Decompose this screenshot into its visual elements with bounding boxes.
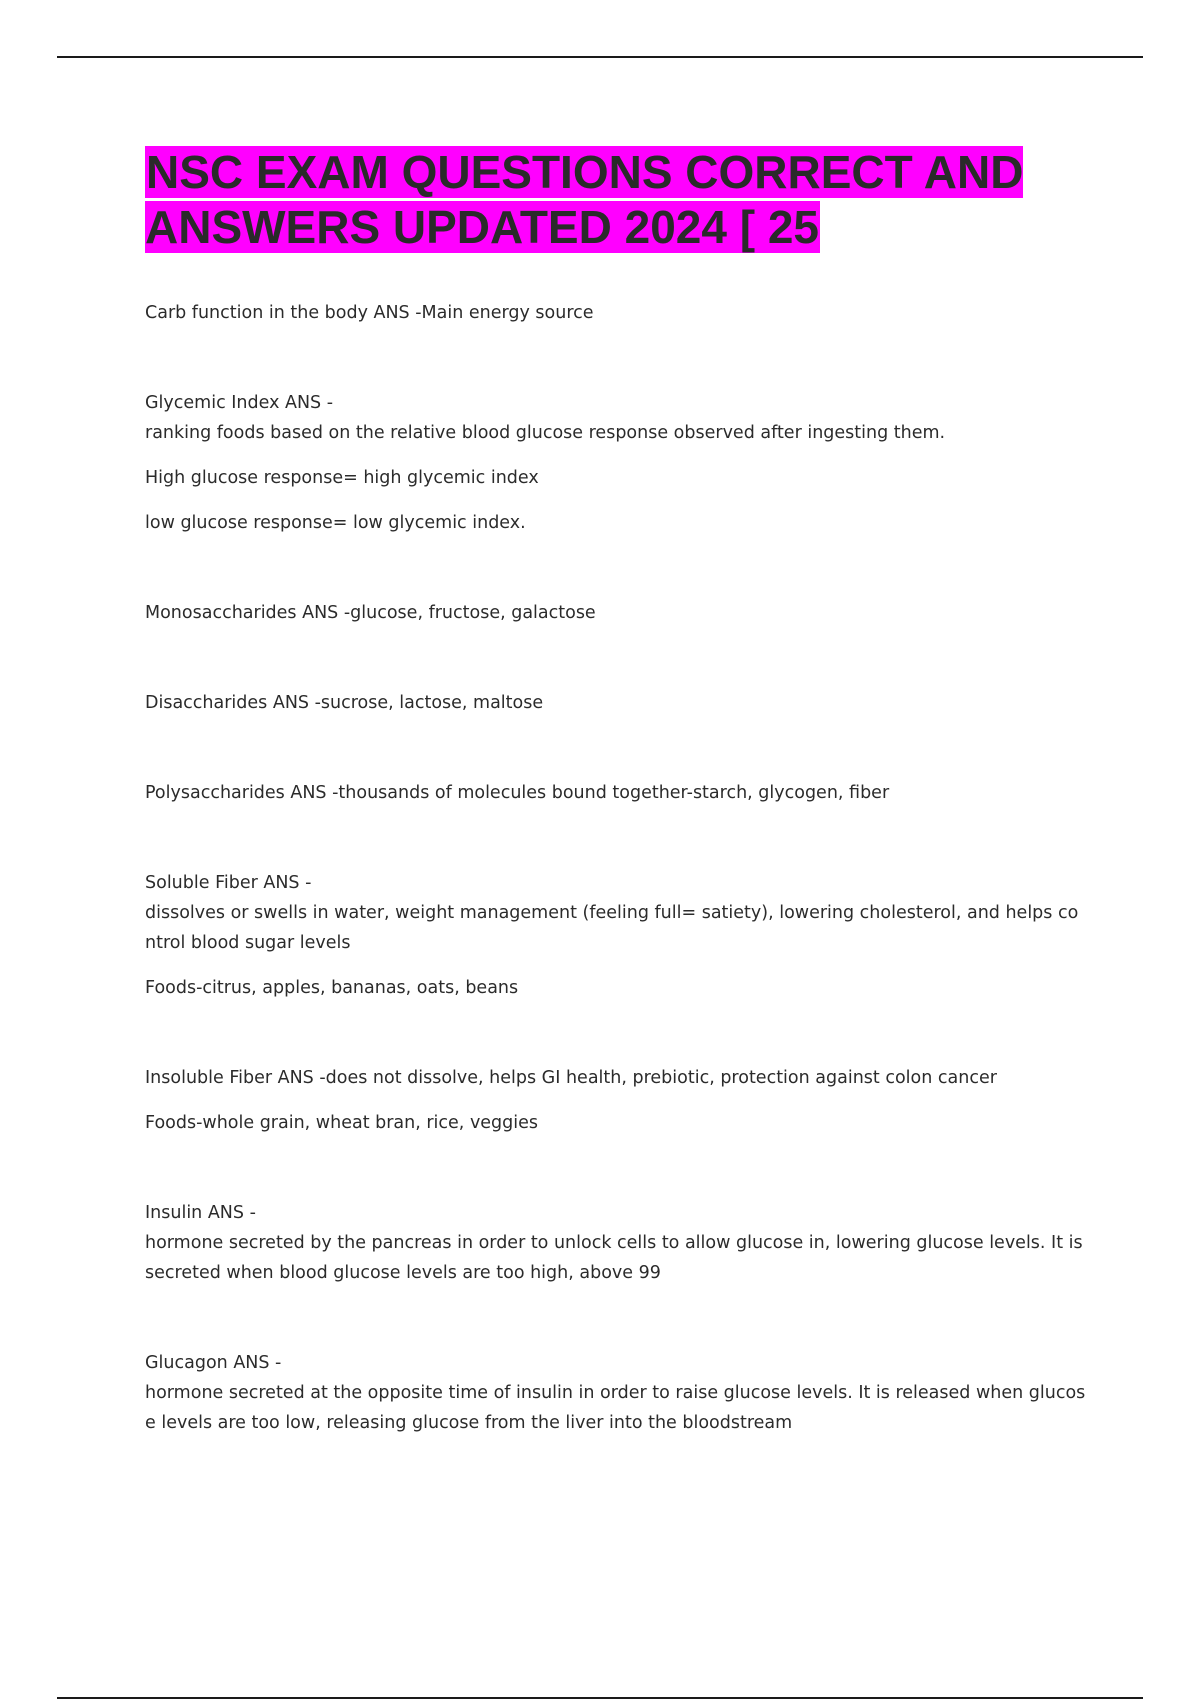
entry-note: Foods-whole grain, wheat bran, rice, veggies — [145, 1113, 539, 1133]
header-rule — [57, 56, 1143, 58]
qa-entry — [145, 1198, 1095, 1288]
entry-answer-line: hormone secreted by the pancreas in order to unlock cells to allow glucose in, lowering glucose levels. It is — [145, 1233, 1083, 1253]
entry-term: Soluble Fiber ANS - — [145, 873, 312, 893]
qa-entry — [145, 598, 1095, 628]
entry-answer-line: dissolves or swells in water, weight management (feeling full= satiety), lowering cholesterol, and helps co — [145, 903, 1079, 923]
entry-note: Foods-citrus, apples, bananas, oats, beans — [145, 978, 519, 998]
qa-entry — [145, 778, 1095, 808]
title-highlight: NSC EXAM QUESTIONS CORRECT AND ANSWERS UPDATED 2024 [ 25 — [145, 146, 1024, 253]
document-title — [145, 145, 1105, 255]
entry-spacer — [145, 628, 1095, 688]
qa-entry — [145, 868, 1095, 1003]
entry-term: Glycemic Index ANS - — [145, 393, 334, 413]
entry-term: Monosaccharides ANS -glucose, fructose, galactose — [145, 603, 596, 623]
qa-entry — [145, 1063, 1095, 1138]
entry-spacer — [145, 538, 1095, 598]
entry-term: Disaccharides ANS -sucrose, lactose, maltose — [145, 693, 544, 713]
entry-spacer — [145, 718, 1095, 778]
entry-answer-line: ntrol blood sugar levels — [145, 933, 351, 953]
entry-answer-line: secreted when blood glucose levels are too high, above 99 — [145, 1263, 661, 1283]
entry-note: low glucose response= low glycemic index. — [145, 513, 526, 533]
entry-term: Carb function in the body ANS -Main energy source — [145, 303, 594, 323]
entry-note: High glucose response= high glycemic index — [145, 468, 539, 488]
entry-term: Polysaccharides ANS -thousands of molecules bound together-starch, glycogen, fiber — [145, 783, 890, 803]
entry-answer-line: ranking foods based on the relative blood glucose response observed after ingesting them. — [145, 423, 946, 443]
qa-entry — [145, 1348, 1095, 1438]
qa-entry — [145, 388, 1095, 538]
entry-spacer — [145, 1003, 1095, 1063]
entry-spacer — [145, 1288, 1095, 1348]
entry-answer-line: hormone secreted at the opposite time of insulin in order to raise glucose levels. It is released when glucos — [145, 1383, 1086, 1403]
entry-spacer — [145, 328, 1095, 388]
footer-rule — [57, 1697, 1143, 1699]
entry-spacer — [145, 1138, 1095, 1198]
qa-entry — [145, 688, 1095, 718]
entry-answer-line: e levels are too low, releasing glucose from the liver into the bloodstream — [145, 1413, 793, 1433]
qa-entry — [145, 298, 1095, 328]
entry-term: Insoluble Fiber ANS -does not dissolve, helps GI health, prebiotic, protection against colon cancer — [145, 1068, 997, 1088]
entry-term: Insulin ANS - — [145, 1203, 256, 1223]
document-body — [145, 298, 1095, 1438]
entry-spacer — [145, 808, 1095, 868]
entry-term: Glucagon ANS - — [145, 1353, 282, 1373]
